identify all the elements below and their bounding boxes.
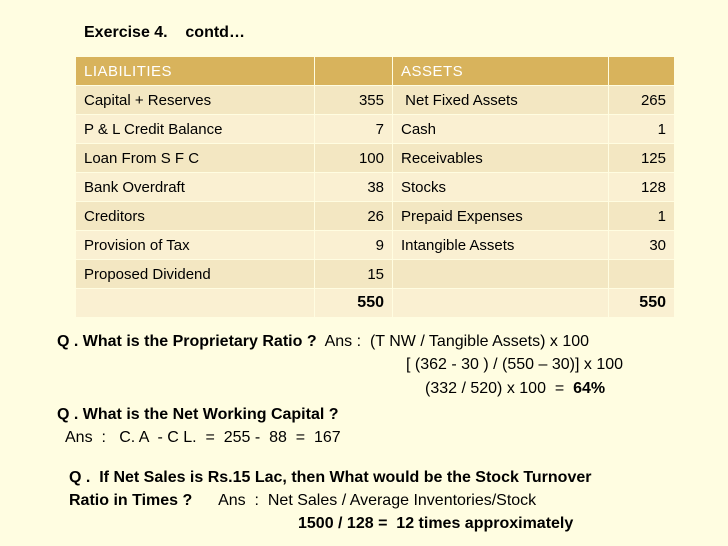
slide-title: Exercise 4. contd… xyxy=(84,24,245,41)
q1-question: Q . What is the Proprietary Ratio ? xyxy=(57,333,317,350)
q1-line xyxy=(57,333,589,351)
asset-name: Stocks xyxy=(393,173,609,202)
asset-name xyxy=(393,260,609,289)
liability-name: P & L Credit Balance xyxy=(76,115,315,144)
q1-step2: (332 / 520) x 100 = xyxy=(425,380,565,397)
liability-amount: 38 xyxy=(315,173,393,202)
assets-total: 550 xyxy=(609,289,675,318)
liabilities-total: 550 xyxy=(315,289,393,318)
asset-amount: 125 xyxy=(609,144,675,173)
balance-sheet-table xyxy=(75,56,675,318)
q1-result-line xyxy=(425,380,605,398)
total-spacer xyxy=(76,289,315,318)
liability-amount: 7 xyxy=(315,115,393,144)
liability-name: Proposed Dividend xyxy=(76,260,315,289)
asset-name: Prepaid Expenses xyxy=(393,202,609,231)
liability-name: Creditors xyxy=(76,202,315,231)
asset-name: Cash xyxy=(393,115,609,144)
q3-question-cont: Ratio in Times ? xyxy=(69,492,193,509)
table-row xyxy=(76,173,675,202)
q2-question: Q . What is the Net Working Capital ? xyxy=(57,406,339,423)
header-assets-amount xyxy=(609,57,675,86)
q3-line2 xyxy=(69,492,536,510)
liability-amount: 9 xyxy=(315,231,393,260)
header-liabilities: LIABILITIES xyxy=(76,57,315,86)
q3-result: 1500 / 128 = 12 times approximately xyxy=(298,515,574,532)
table-header-row xyxy=(76,57,675,86)
table-row xyxy=(76,202,675,231)
liability-amount: 26 xyxy=(315,202,393,231)
q1-step: [ (362 - 30 ) / (550 – 30)] x 100 xyxy=(406,356,624,373)
header-assets: ASSETS xyxy=(393,57,609,86)
table-row xyxy=(76,86,675,115)
asset-amount: 1 xyxy=(609,202,675,231)
liability-name: Provision of Tax xyxy=(76,231,315,260)
q2-answer: Ans : C. A - C L. = 255 - 88 = 167 xyxy=(65,429,341,446)
total-spacer xyxy=(393,289,609,318)
asset-name: Net Fixed Assets xyxy=(393,86,609,115)
liability-name: Bank Overdraft xyxy=(76,173,315,202)
asset-amount xyxy=(609,260,675,289)
liability-amount: 355 xyxy=(315,86,393,115)
q3-answer: Ans : Net Sales / Average Inventories/Stock xyxy=(218,492,537,509)
liability-amount: 15 xyxy=(315,260,393,289)
asset-amount: 1 xyxy=(609,115,675,144)
q1-answer: Ans : (T NW / Tangible Assets) x 100 xyxy=(324,333,590,350)
asset-amount: 128 xyxy=(609,173,675,202)
table-row xyxy=(76,260,675,289)
q1-result: 64% xyxy=(573,380,606,397)
liability-amount: 100 xyxy=(315,144,393,173)
header-liabilities-amount xyxy=(315,57,393,86)
asset-amount: 265 xyxy=(609,86,675,115)
asset-amount: 30 xyxy=(609,231,675,260)
q3-question: Q . If Net Sales is Rs.15 Lac, then What would be the Stock Turnover xyxy=(69,469,592,486)
asset-name: Intangible Assets xyxy=(393,231,609,260)
table-total-row xyxy=(76,289,675,318)
table-row xyxy=(76,231,675,260)
liability-name: Loan From S F C xyxy=(76,144,315,173)
liability-name: Capital + Reserves xyxy=(76,86,315,115)
table-row xyxy=(76,115,675,144)
asset-name: Receivables xyxy=(393,144,609,173)
table-row xyxy=(76,144,675,173)
